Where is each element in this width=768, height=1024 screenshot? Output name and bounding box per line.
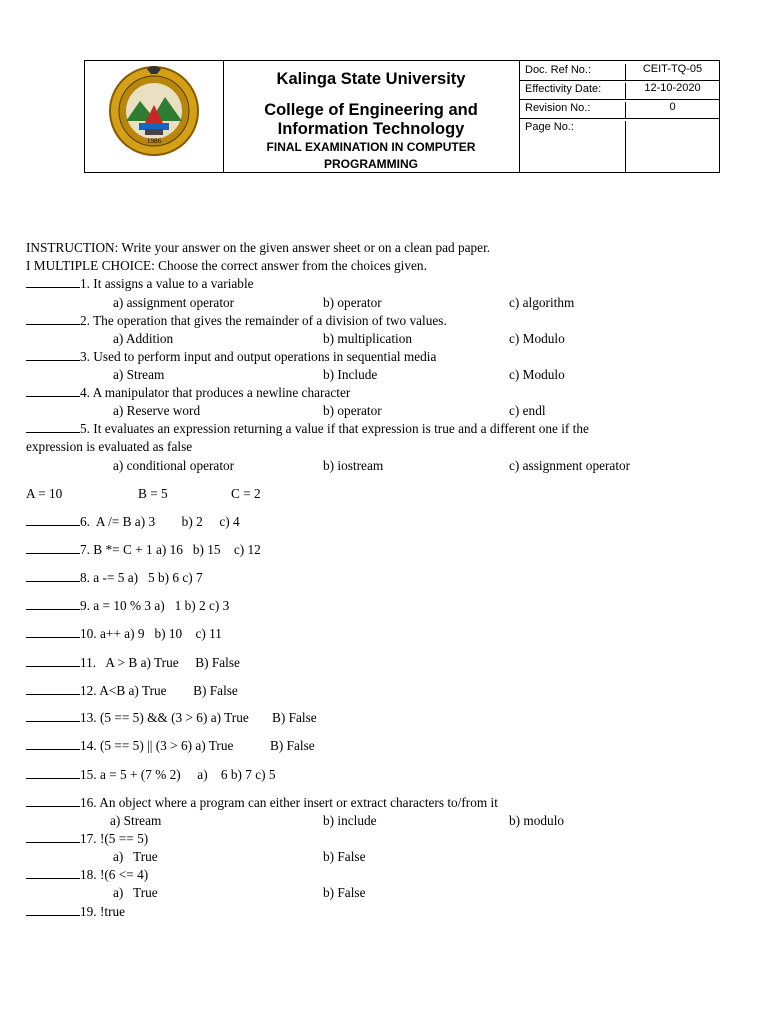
q2-choice-b: b) multiplication bbox=[323, 331, 413, 346]
question-4 bbox=[26, 385, 350, 401]
q5-choice-b: b) iostream bbox=[323, 458, 384, 473]
question-text: 11. A > B a) True B) False bbox=[80, 655, 240, 670]
question-text: 15. a = 5 + (7 % 2) a) 6 b) 7 c) 5 bbox=[80, 767, 276, 782]
exam-line-1: FINAL EXAMINATION IN COMPUTER bbox=[266, 140, 476, 154]
doc-ref-label: Doc. Ref No.: bbox=[519, 64, 626, 80]
svg-text:1986: 1986 bbox=[147, 137, 161, 145]
question-text: 19. !true bbox=[80, 904, 126, 919]
revision-label: Revision No.: bbox=[519, 102, 626, 118]
exam-line-2: PROGRAMMING bbox=[324, 156, 418, 171]
variable-c: C = 2 bbox=[231, 486, 261, 501]
college-line-2: Information Technology bbox=[277, 120, 465, 138]
question-text: 7. B *= C + 1 a) 16 b) 15 c) 12 bbox=[80, 542, 261, 557]
q1-choice-c: c) algorithm bbox=[509, 295, 575, 310]
question-8 bbox=[26, 570, 203, 586]
answer-blank bbox=[26, 421, 80, 433]
q18-choice-a: a) True bbox=[113, 885, 158, 900]
question-text: 12. A<B a) True B) False bbox=[80, 683, 238, 698]
variable-a: A = 10 bbox=[26, 486, 63, 501]
question-15 bbox=[26, 767, 276, 783]
question-text: 5. It evaluates an expression returning a value if that expression is true and a different one if the bbox=[80, 421, 589, 436]
q18-choice-b: b) False bbox=[323, 885, 366, 900]
q5-choice-c: c) assignment operator bbox=[509, 458, 631, 473]
logo-cell bbox=[85, 61, 224, 172]
answer-blank bbox=[26, 831, 80, 843]
answer-blank bbox=[26, 710, 80, 722]
effectivity-label: Effectivity Date: bbox=[519, 83, 626, 99]
q4-choice-a: a) Reserve word bbox=[113, 403, 201, 418]
q17-choice-a: a) True bbox=[113, 849, 158, 864]
answer-blank bbox=[26, 570, 80, 582]
question-text: 10. a++ a) 9 b) 10 c) 11 bbox=[80, 626, 222, 641]
question-1 bbox=[26, 276, 254, 292]
answer-blank bbox=[26, 313, 80, 325]
document-meta-table bbox=[519, 61, 719, 172]
answer-blank bbox=[26, 349, 80, 361]
answer-blank bbox=[26, 598, 80, 610]
q1-choice-a: a) assignment operator bbox=[113, 295, 235, 310]
question-10 bbox=[26, 626, 222, 642]
q17-choice-b: b) False bbox=[323, 849, 366, 864]
answer-blank bbox=[26, 795, 80, 807]
question-12 bbox=[26, 683, 238, 699]
question-5 bbox=[26, 421, 589, 437]
question-16 bbox=[26, 795, 498, 811]
question-5-continued: expression is evaluated as false bbox=[26, 439, 193, 454]
college-name bbox=[223, 101, 519, 139]
answer-blank bbox=[26, 738, 80, 750]
answer-blank bbox=[26, 626, 80, 638]
question-6 bbox=[26, 514, 240, 530]
question-text: 18. !(6 <= 4) bbox=[80, 867, 149, 882]
university-seal-logo bbox=[85, 61, 223, 172]
answer-blank bbox=[26, 904, 80, 916]
question-text: 14. (5 == 5) || (3 > 6) a) True B) False bbox=[80, 738, 315, 753]
section-heading-multiple-choice: I MULTIPLE CHOICE: Choose the correct answer from the choices given. bbox=[26, 258, 427, 273]
college-line-1: College of Engineering and bbox=[264, 101, 478, 119]
q2-choice-a: a) Addition bbox=[113, 331, 174, 346]
q3-choice-a: a) Stream bbox=[113, 367, 165, 382]
answer-blank bbox=[26, 867, 80, 879]
question-13 bbox=[26, 710, 317, 726]
instruction-text: INSTRUCTION: Write your answer on the given answer sheet or on a clean pad paper. bbox=[26, 240, 491, 255]
question-text: 9. a = 10 % 3 a) 1 b) 2 c) 3 bbox=[80, 598, 230, 613]
question-text: 8. a -= 5 a) 5 b) 6 c) 7 bbox=[80, 570, 203, 585]
q2-choice-c: c) Modulo bbox=[509, 331, 565, 346]
meta-row-doc-ref bbox=[519, 61, 719, 81]
q3-choice-b: b) Include bbox=[323, 367, 378, 382]
effectivity-value: 12-10-2020 bbox=[644, 82, 701, 94]
answer-blank bbox=[26, 276, 80, 288]
answer-blank bbox=[26, 514, 80, 526]
question-text: 16. An object where a program can either insert or extract characters to/from it bbox=[80, 795, 498, 810]
q4-choice-b: b) operator bbox=[323, 403, 382, 418]
question-text: 13. (5 == 5) && (3 > 6) a) True B) False bbox=[80, 710, 317, 725]
question-text: 4. A manipulator that produces a newline character bbox=[80, 385, 351, 400]
doc-ref-value: CEIT-TQ-05 bbox=[642, 63, 703, 75]
question-text: 2. The operation that gives the remainder of a division of two values. bbox=[80, 313, 447, 328]
university-name: Kalinga State University bbox=[276, 70, 466, 88]
question-text: 17. !(5 == 5) bbox=[80, 831, 149, 846]
question-text: 1. It assigns a value to a variable bbox=[80, 276, 254, 291]
revision-value: 0 bbox=[669, 101, 676, 113]
question-text: 3. Used to perform input and output operations in sequential media bbox=[80, 349, 437, 364]
page-label: Page No.: bbox=[519, 121, 626, 172]
meta-row-page bbox=[519, 118, 719, 172]
question-7 bbox=[26, 542, 261, 558]
title-cell bbox=[223, 61, 520, 172]
exam-title bbox=[223, 139, 519, 172]
question-19 bbox=[26, 904, 125, 920]
answer-blank bbox=[26, 683, 80, 695]
question-17 bbox=[26, 831, 148, 847]
question-14 bbox=[26, 738, 315, 754]
q3-choice-c: c) Modulo bbox=[509, 367, 565, 382]
answer-blank bbox=[26, 655, 80, 667]
question-text: 6. A /= B a) 3 b) 2 c) 4 bbox=[80, 514, 240, 529]
answer-blank bbox=[26, 767, 80, 779]
question-3 bbox=[26, 349, 436, 365]
variable-b: B = 5 bbox=[138, 486, 168, 501]
question-11 bbox=[26, 655, 240, 671]
question-9 bbox=[26, 598, 229, 614]
q4-choice-c: c) endl bbox=[509, 403, 546, 418]
question-18 bbox=[26, 867, 148, 883]
q1-choice-b: b) operator bbox=[323, 295, 382, 310]
question-2 bbox=[26, 313, 447, 329]
document-header bbox=[84, 60, 720, 173]
q16-choice-a: a) Stream bbox=[110, 813, 162, 828]
answer-blank bbox=[26, 542, 80, 554]
meta-row-revision bbox=[519, 99, 719, 119]
q16-choice-b: b) include bbox=[323, 813, 377, 828]
q16-choice-c: b) modulo bbox=[509, 813, 565, 828]
q5-choice-a: a) conditional operator bbox=[113, 458, 235, 473]
answer-blank bbox=[26, 385, 80, 397]
meta-row-effectivity bbox=[519, 80, 719, 100]
